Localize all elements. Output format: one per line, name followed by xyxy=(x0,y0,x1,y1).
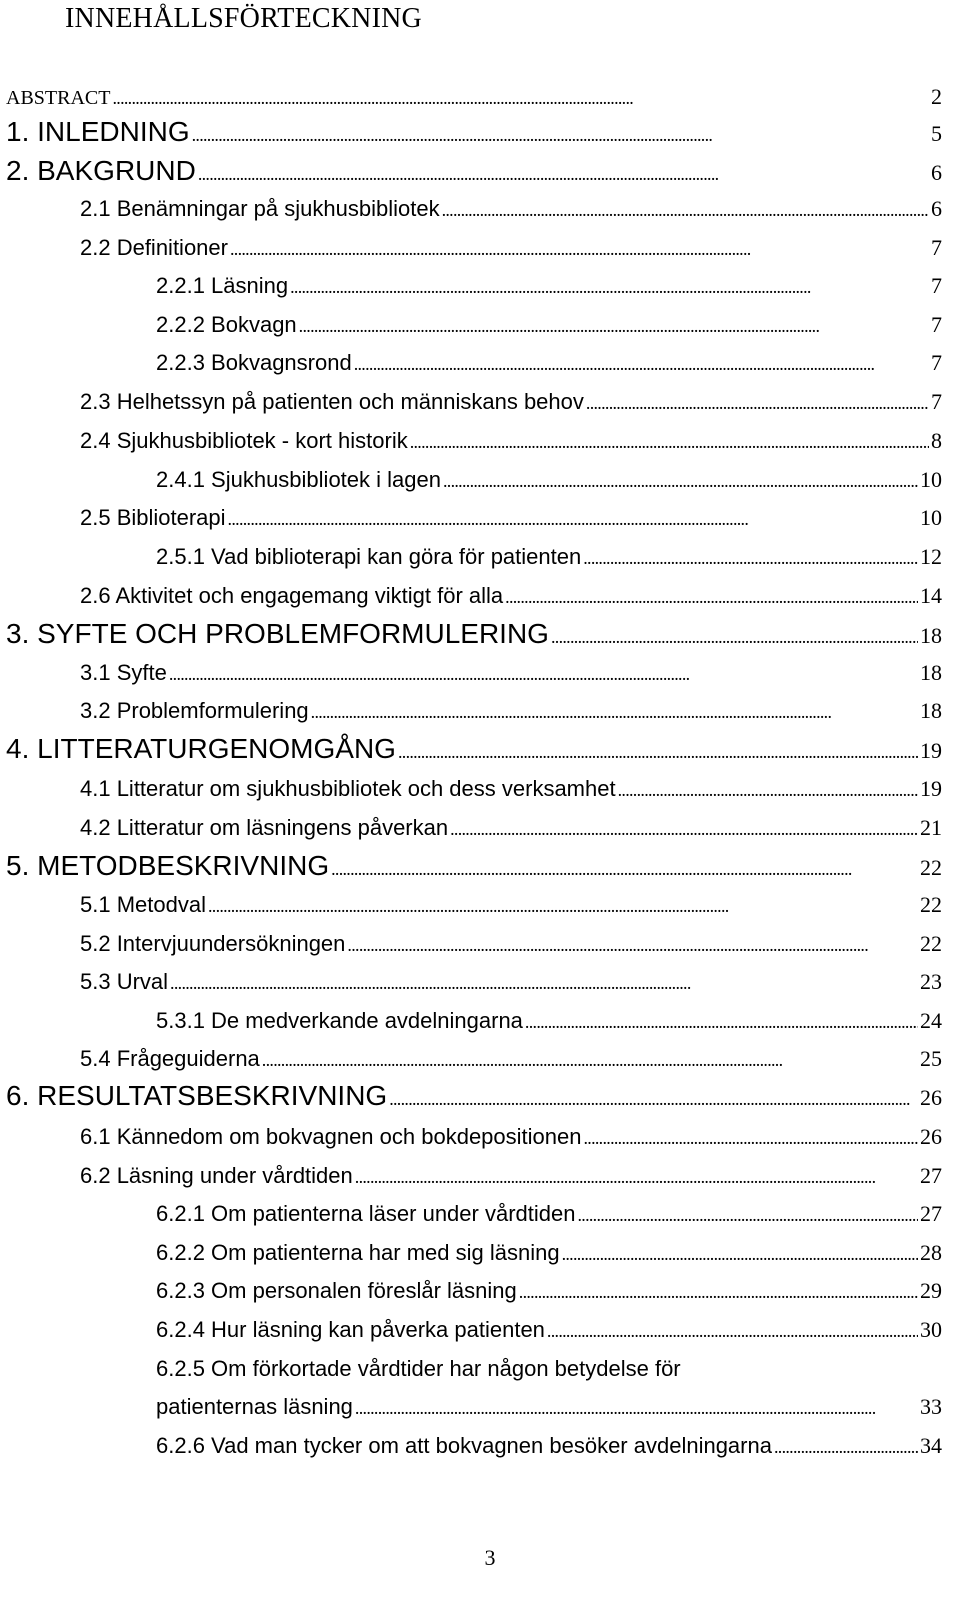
dot-leader xyxy=(208,896,918,917)
dot-leader xyxy=(354,354,929,375)
toc-entry-page: 10 xyxy=(920,505,942,530)
toc-entry-title: 6.1 Kännedom om bokvagnen och bokdepositionen xyxy=(80,1124,582,1149)
dot-leader xyxy=(198,164,929,185)
toc-entry-title: 4. LITTERATURGENOMGÅNG xyxy=(6,733,396,764)
toc-entry[interactable] xyxy=(0,1317,942,1343)
toc-entry[interactable] xyxy=(0,931,942,957)
dot-leader xyxy=(562,1244,918,1265)
toc-entry-page: 8 xyxy=(931,428,942,453)
toc-entry[interactable] xyxy=(0,116,942,148)
toc-entry-page: 25 xyxy=(920,1046,942,1071)
dot-leader xyxy=(583,1128,918,1149)
toc-entry-title: 2.5.1 Vad biblioterapi kan göra för patienten xyxy=(156,544,582,569)
toc-entry-title: 2.2.1 Läsning xyxy=(156,273,289,298)
toc-entry-title: 2.5 Biblioterapi xyxy=(80,505,226,530)
toc-entry-page: 23 xyxy=(920,969,942,994)
toc-entry-page: 26 xyxy=(920,1085,942,1110)
toc-entry-title: 2.2 Definitioner xyxy=(80,235,228,260)
dot-leader xyxy=(443,471,918,492)
toc-entry[interactable] xyxy=(0,428,942,454)
toc-entry-page: 7 xyxy=(931,389,942,414)
toc-entry-title: 2.2.2 Bokvagn xyxy=(156,312,297,337)
toc-entry-title: 2.3 Helhetssyn på patienten och människans behov xyxy=(80,389,584,414)
toc-entry-title: 6.2.2 Om patienterna har med sig läsning xyxy=(156,1240,560,1265)
toc-entry[interactable] xyxy=(0,467,942,493)
toc-entry-page: 14 xyxy=(920,583,942,608)
toc-entry[interactable] xyxy=(0,850,942,882)
toc-entry[interactable] xyxy=(0,389,942,415)
toc-entry[interactable] xyxy=(0,312,942,338)
toc-entry-page: 28 xyxy=(920,1240,942,1265)
toc-entry-page: 7 xyxy=(931,312,942,337)
dot-leader xyxy=(228,509,918,530)
toc-entry[interactable] xyxy=(0,1240,942,1266)
toc-entry[interactable] xyxy=(0,350,942,376)
toc-entry[interactable] xyxy=(0,698,942,724)
dot-leader xyxy=(505,587,918,608)
toc-entry-title: ABSTRACT xyxy=(6,87,111,109)
toc-entry-title: 5.1 Metodval xyxy=(80,892,206,917)
toc-entry-page: 2 xyxy=(931,84,942,109)
dot-leader xyxy=(355,1167,918,1188)
dot-leader xyxy=(230,239,929,260)
dot-leader xyxy=(442,200,929,221)
toc-entry-title: 5.3 Urval xyxy=(80,969,169,994)
toc-entry[interactable] xyxy=(0,583,942,609)
page-number: 3 xyxy=(484,1545,496,1570)
toc-entry-page: 29 xyxy=(920,1278,942,1303)
dot-leader xyxy=(577,1205,918,1226)
toc-entry-page: 22 xyxy=(920,892,942,917)
toc-entry-page: 22 xyxy=(920,855,942,880)
toc-entry-page: 22 xyxy=(920,931,942,956)
toc-entry[interactable] xyxy=(0,235,942,261)
toc-entry[interactable] xyxy=(0,196,942,222)
toc-entry[interactable] xyxy=(0,155,942,187)
toc-entry-page: 27 xyxy=(920,1201,942,1226)
toc-entry[interactable] xyxy=(0,1046,942,1072)
toc-entry-page: 7 xyxy=(931,350,942,375)
toc-entry-title: 5. METODBESKRIVNING xyxy=(6,850,330,881)
toc-entry[interactable] xyxy=(0,1433,942,1459)
dot-leader xyxy=(347,935,918,956)
toc-entry-title: 6.2.3 Om personalen föreslår läsning xyxy=(156,1278,517,1303)
toc-entry-page: 10 xyxy=(920,467,942,492)
toc-entry-page: 30 xyxy=(920,1317,942,1342)
toc-entry-title: 2. BAKGRUND xyxy=(6,155,196,186)
toc-entry-title: 5.2 Intervjuundersökningen xyxy=(80,931,346,956)
toc-entry-title: 5.3.1 De medverkande avdelningarna xyxy=(156,1008,523,1033)
toc-entry[interactable] xyxy=(0,776,942,802)
toc-entry-page: 21 xyxy=(920,815,942,840)
toc-entry-title: 6.2 Läsning under vårdtiden xyxy=(80,1163,353,1188)
toc-entry-title: 2.4.1 Sjukhusbibliotek i lagen xyxy=(156,467,441,492)
toc-entry[interactable] xyxy=(0,618,942,650)
toc-entry-page: 12 xyxy=(920,544,942,569)
toc-entry-page: 18 xyxy=(920,660,942,685)
toc-entry[interactable] xyxy=(0,1278,942,1304)
toc-entry-page: 6 xyxy=(931,196,942,221)
toc-entry-page: 19 xyxy=(920,776,942,801)
toc-entry-title: 1. INLEDNING xyxy=(6,116,190,147)
toc-entry[interactable] xyxy=(0,1124,942,1150)
toc-entry-title: patienternas läsning xyxy=(156,1394,353,1419)
toc-entry[interactable] xyxy=(0,969,942,995)
toc-entry[interactable] xyxy=(0,1163,942,1189)
toc-entry[interactable] xyxy=(0,892,942,918)
toc-entry-title: 2.4 Sjukhusbibliotek - kort historik xyxy=(80,428,408,453)
dot-leader xyxy=(551,627,918,648)
toc-entry[interactable] xyxy=(0,660,942,686)
dot-leader xyxy=(618,780,918,801)
dot-leader xyxy=(355,1398,918,1419)
toc-entry-title: 3. SYFTE OCH PROBLEMFORMULERING xyxy=(6,618,549,649)
dot-leader xyxy=(547,1321,918,1342)
dot-leader xyxy=(525,1012,918,1033)
toc-entry-page: 33 xyxy=(920,1394,942,1419)
toc-entry-title: 6.2.4 Hur läsning kan påverka patienten xyxy=(156,1317,545,1342)
toc-entry-text[interactable]: 6.2.5 Om förkortade vårdtider har någon betydelse för xyxy=(156,1356,681,1381)
toc-entry-title: 5.4 Frågeguiderna xyxy=(80,1046,260,1071)
toc-entry-title: 2.2.3 Bokvagnsrond xyxy=(156,350,352,375)
toc-entry[interactable] xyxy=(0,1394,942,1420)
toc-entry-title: 4.1 Litteratur om sjukhusbibliotek och dess verksamhet xyxy=(80,776,616,801)
dot-leader xyxy=(389,1089,918,1110)
dot-leader xyxy=(583,548,918,569)
dot-leader xyxy=(586,393,929,414)
toc-entry[interactable] xyxy=(0,1008,942,1034)
toc-entry-title: 6.2.1 Om patienterna läser under vårdtiden xyxy=(156,1201,576,1226)
toc-entry[interactable] xyxy=(0,84,942,110)
toc-entry-page: 24 xyxy=(920,1008,942,1033)
dot-leader xyxy=(410,432,929,453)
toc-entry-title: 2.1 Benämningar på sjukhusbibliotek xyxy=(80,196,440,221)
toc-entry-title: 3.2 Problemformulering xyxy=(80,698,309,723)
dot-leader xyxy=(450,819,918,840)
toc-entry-page: 19 xyxy=(920,738,942,763)
toc-entry-title: 6. RESULTATSBESKRIVNING xyxy=(6,1080,388,1111)
dot-leader xyxy=(398,742,918,763)
dot-leader xyxy=(331,859,918,880)
dot-leader xyxy=(170,973,918,994)
toc-entry[interactable] xyxy=(0,273,942,299)
toc-entry-page: 34 xyxy=(920,1433,942,1458)
toc-entry[interactable] xyxy=(0,815,942,841)
dot-leader xyxy=(290,277,929,298)
toc-entry-page: 26 xyxy=(920,1124,942,1149)
dot-leader xyxy=(774,1437,918,1458)
toc-entry-title: 3.1 Syfte xyxy=(80,660,167,685)
toc-entry[interactable] xyxy=(0,733,942,765)
toc-entry-title: 4.2 Litteratur om läsningens påverkan xyxy=(80,815,449,840)
toc-entry-page: 5 xyxy=(931,121,942,146)
toc-entry-page: 18 xyxy=(920,698,942,723)
dot-leader xyxy=(112,88,929,109)
dot-leader xyxy=(299,316,929,337)
toc-entry[interactable] xyxy=(0,1201,942,1227)
dot-leader xyxy=(169,664,918,685)
toc-entry-page: 6 xyxy=(931,160,942,185)
toc-heading: INNEHÅLLSFÖRTECKNING xyxy=(65,3,422,34)
toc-entry-page: 7 xyxy=(931,235,942,260)
dot-leader xyxy=(262,1050,918,1071)
toc-entry-page: 18 xyxy=(920,623,942,648)
toc-entry-page: 7 xyxy=(931,273,942,298)
dot-leader xyxy=(192,125,929,146)
toc-entry-title: 6.2.6 Vad man tycker om att bokvagnen besöker avdelningarna xyxy=(156,1433,772,1458)
dot-leader xyxy=(311,702,918,723)
toc-entry-page: 27 xyxy=(920,1163,942,1188)
toc-entry[interactable] xyxy=(0,505,942,531)
toc-entry[interactable] xyxy=(0,1080,942,1112)
dot-leader xyxy=(519,1282,918,1303)
toc-entry-title: 2.6 Aktivitet och engagemang viktigt för alla xyxy=(80,583,504,608)
toc-entry[interactable] xyxy=(0,544,942,570)
